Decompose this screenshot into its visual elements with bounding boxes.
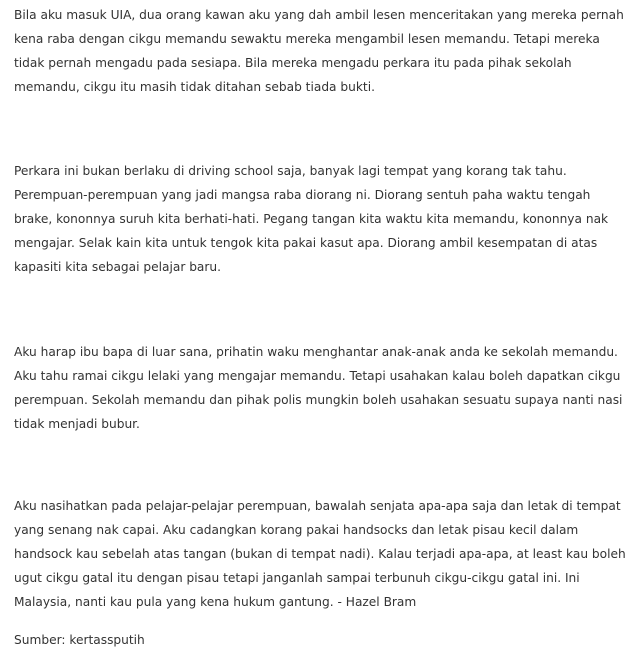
paragraph-3: Aku harap ibu bapa di luar sana, prihatin waku menghantar anak-anak anda ke sekolah memandu. Aku tahu ramai cikgu lelaki yang mengajar memandu. Tetapi usahakan kalau boleh dapatkan cikgu perempuan. Sekolah memandu dan pihak polis mungkin boleh usahakan sesuatu supaya nanti nasi tidak menjadi bubur. bbox=[14, 345, 623, 431]
paragraph-1: Bila aku masuk UIA, dua orang kawan aku yang dah ambil lesen menceritakan yang mereka pernah kena raba dengan cikgu memandu sewaktu mereka mengambil lesen memandu. Tetapi mereka tidak pernah mengadu pada sesiapa. Bila mereka mengadu perkara itu pada pihak sekolah memandu, cikgu itu masih tidak ditahan sebab tiada bukti. bbox=[14, 8, 624, 94]
paragraph-4: Aku nasihatkan pada pelajar-pelajar perempuan, bawalah senjata apa-apa saja dan letak di tempat yang senang nak capai. Aku cadangkan korang pakai handsocks dan letak pisau kecil dalam handsock kau sebelah atas tangan (bukan di tempat nadi). Kalau terjadi apa-apa, at least kau boleh ugut cikgu gatal itu dengan pisau tetapi janganlah sampai terbunuh cikgu-cikgu gatal ini. Ini Malaysia, nanti kau pula yang kena hukum gantung. - Hazel Bram bbox=[14, 499, 626, 609]
paragraph-2: Perkara ini bukan berlaku di driving school saja, banyak lagi tempat yang korang tak tahu. Perempuan-perempuan yang jadi mangsa raba diorang ni. Diorang sentuh paha waktu tengah brake, kononnya suruh kita berhati-hati. Pegang tangan kita waktu kita memandu, kononnya nak mengajar. Selak kain kita untuk tengok kita pakai kasut apa. Diorang ambil kesempatan di atas kapasiti kita sebagai pelajar baru. bbox=[14, 164, 609, 274]
source-credit: Sumber: kertassputih bbox=[14, 633, 145, 647]
